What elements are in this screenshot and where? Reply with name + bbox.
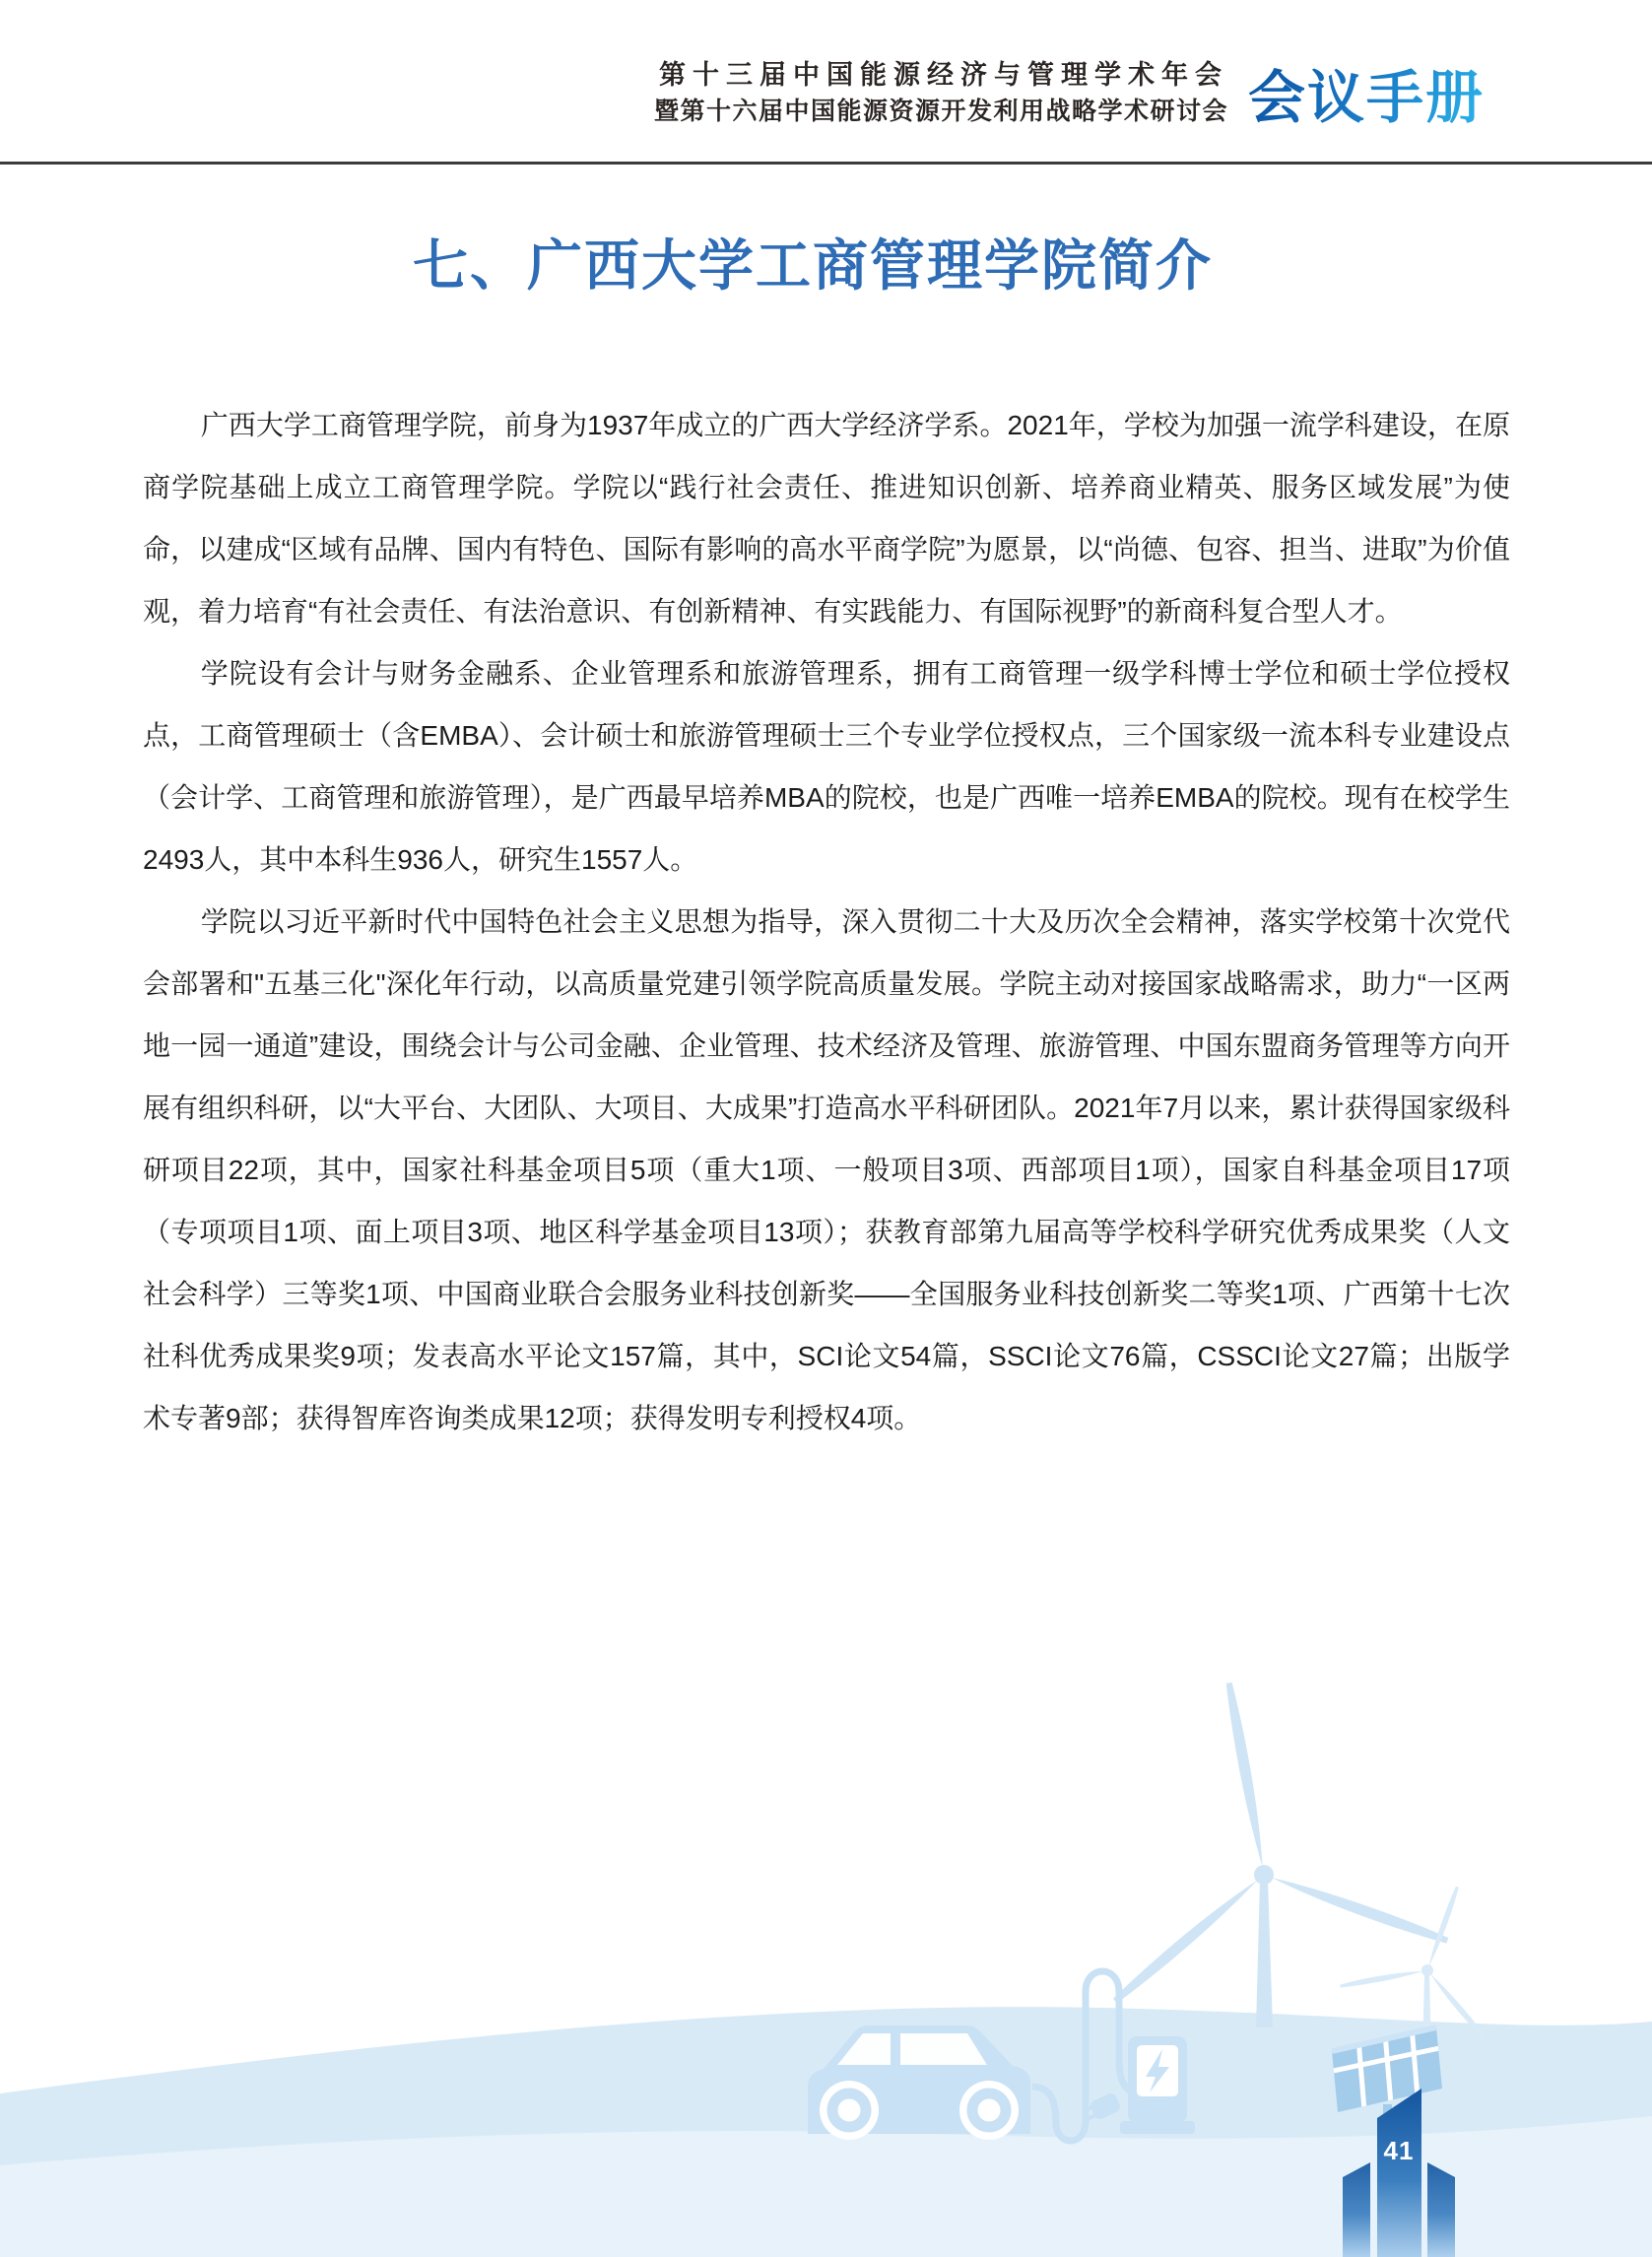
- page-number: 41: [1383, 2136, 1415, 2165]
- body-paragraph: 学院设有会计与财务金融系、企业管理系和旅游管理系，拥有工商管理一级学科博士学位和硕士学位授权点，工商管理硕士（含EMBA）、会计硕士和旅游管理硕士三个专业学位授权点，三个国家级一流本科专业建设点（会计学、工商管理和旅游管理），是广西最早培养MBA的院校，也是广西唯一培养EMBA的院校。现有在校学生2493人，其中本科生936人，研究生1557人。: [143, 658, 1510, 875]
- conference-titles: [654, 56, 1228, 129]
- page-header: [654, 51, 1485, 134]
- header-divider: [0, 162, 1652, 165]
- ev-charger-icon: [1120, 2036, 1195, 2134]
- handbook-logo: 会议手册: [1248, 51, 1485, 134]
- body-paragraph: 学院以习近平新时代中国特色社会主义思想为指导，深入贯彻二十大及历次全会精神，落实学校第十次党代会部署和"五基三化"深化年行动，以高质量党建引领学院高质量发展。学院主动对接国家战略需求，助力“一区两地一园一通道”建设，围绕会计与公司金融、企业管理、技术经济及管理、旅游管理、中国东盟商务管理等方向开展有组织科研，以“大平台、大团队、大项目、大成果”打造高水平科研团队。2021年7月以来，累计获得国家级科研项目22项，其中，国家社科基金项目5项（重大1项、一般项目3项、西部项目1项），国家自科基金项目17项（专项项目1项、面上项目3项、地区科学基金项目13项）；获教育部第九届高等学校科学研究优秀成果奖（人文社会科学）三等奖1项、中国商业联合会服务业科技创新奖——全国服务业科技创新奖二等奖1项、广西第十七次社科优秀成果奖9项；发表高水平论文157篇，其中，SCI论文54篇，SSCI论文76篇，CSSCI论文27篇；出版学术专著9部；获得智库咨询类成果12项；获得发明专利授权4项。: [143, 906, 1510, 1433]
- body-text: [143, 394, 1510, 1449]
- body-paragraph: 广西大学工商管理学院，前身为1937年成立的广西大学经济学系。2021年，学校为加强一流学科建设，在原商学院基础上成立工商管理学院。学院以“践行社会责任、推进知识创新、培养商业精英、服务区域发展”为使命，以建成“区域有品牌、国内有特色、国际有影响的高水平商学院”为愿景，以“尚德、包容、担当、进取”为价值观，着力培育“有社会责任、有法治意识、有创新精神、有实践能力、有国际视野”的新商科复合型人才。: [143, 410, 1510, 627]
- section-title: 七、广西大学工商管理学院简介: [413, 234, 1213, 297]
- conference-title-line1: 第十三届中国能源经济与管理学术年会: [658, 60, 1228, 90]
- conference-title-line2: 暨第十六届中国能源资源开发利用战略学术研讨会: [653, 98, 1228, 125]
